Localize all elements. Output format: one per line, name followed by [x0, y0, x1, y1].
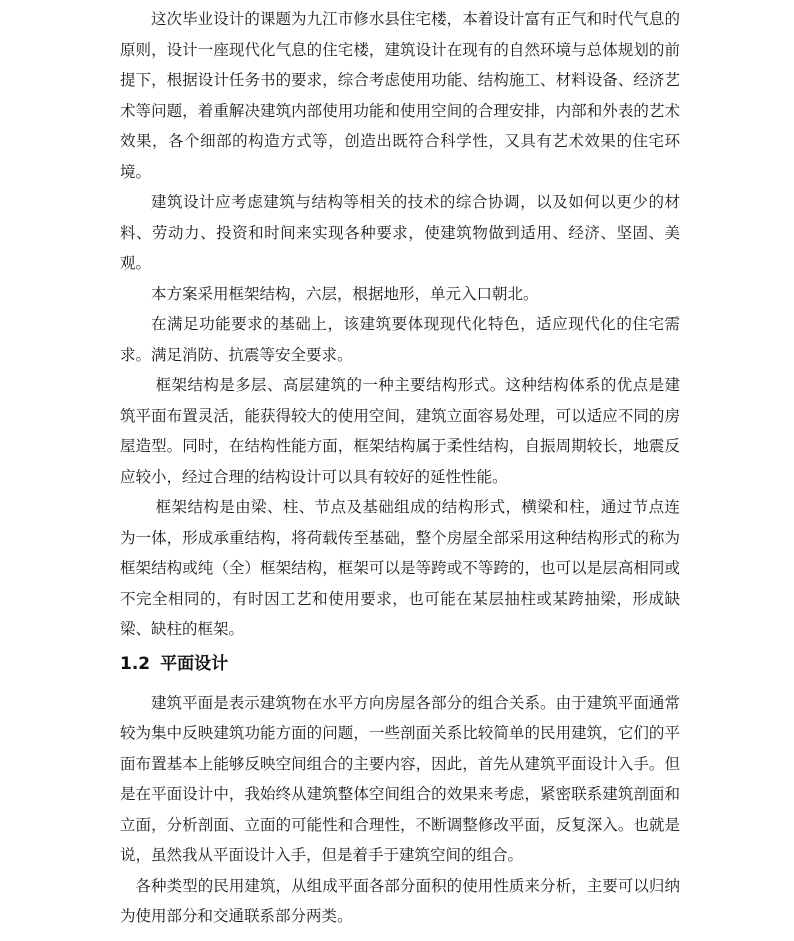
paragraph-frame-advantages: 框架结构是多层、高层建筑的一种主要结构形式。这种结构体系的优点是建筑平面布置灵活，能获得较大的使用空间，建筑立面容易处理，可以适应不同的房屋造型。同时，在结构性能方面，框架结构属于柔性结构，自振周期较长，地震反应较小，经过合理的结构设计可以具有较好的延性性能。 [120, 376, 680, 486]
paragraph-project-intro: 这次毕业设计的课题为九江市修水县住宅楼，本着设计富有正气和时代气息的原则，设计一座现代化气息的住宅楼，建筑设计在现有的自然环境与总体规划的前提下，根据设计任务书的要求，综合考虑使用功能、结构施工、材料设备、经济艺术等问题，着重解决建筑内部使用功能和使用空间的合理安排，内部和外表的艺术效果，各个细部的构造方式等，创造出既符合科学性，又具有艺术效果的住宅环境。 [120, 10, 680, 181]
section-title: 平面设计 [160, 653, 229, 674]
section-heading [120, 649, 680, 679]
paragraph-technical-coordination: 建筑设计应考虑建筑与结构等相关的技术的综合协调，以及如何以更少的材料、劳动力、投资和时间来实现各种要求，使建筑物做到适用、经济、坚固、美观。 [120, 193, 680, 272]
paragraph-structure-scheme: 本方案采用框架结构，六层，根据地形，单元入口朝北。 [151, 284, 539, 303]
section-number: 1.2 [120, 653, 151, 674]
paragraph-plan-design: 建筑平面是表示建筑物在水平方向房屋各部分的组合关系。由于建筑平面通常较为集中反映建筑功能方面的问题，一些剖面关系比较简单的民用建筑，它们的平面布置基本上能够反映空间组合的主要内容，因此，首先从建筑平面设计入手。但是在平面设计中，我始终从建筑整体空间组合的效果来考虑，紧密联系建筑剖面和立面，分析剖面、立面的可能性和合理性，不断调整修改平面，反复深入。也就是说，虽然我从平面设计入手，但是着手于建筑空间的组合。 [120, 693, 680, 864]
paragraph-building-types: 各种类型的民用建筑，从组成平面各部分面积的使用性质来分析，主要可以归纳为使用部分和交通联系部分两类。 [120, 876, 680, 925]
document-body [120, 4, 680, 932]
paragraph-frame-definition: 框架结构是由梁、柱、节点及基础组成的结构形式，横梁和柱，通过节点连为一体，形成承重结构，将荷载传至基础，整个房屋全部采用这种结构形式的称为框架结构或纯（全）框架结构，框架可以是等跨或不等跨的，也可以是层高相同或不完全相同的，有时因工艺和使用要求，也可能在某层抽柱或某跨抽梁，形成缺梁、缺柱的框架。 [120, 498, 680, 638]
paragraph-function-requirements: 在满足功能要求的基础上，该建筑要体现现代化特色，适应现代化的住宅需求。满足消防、抗震等安全要求。 [120, 315, 680, 364]
